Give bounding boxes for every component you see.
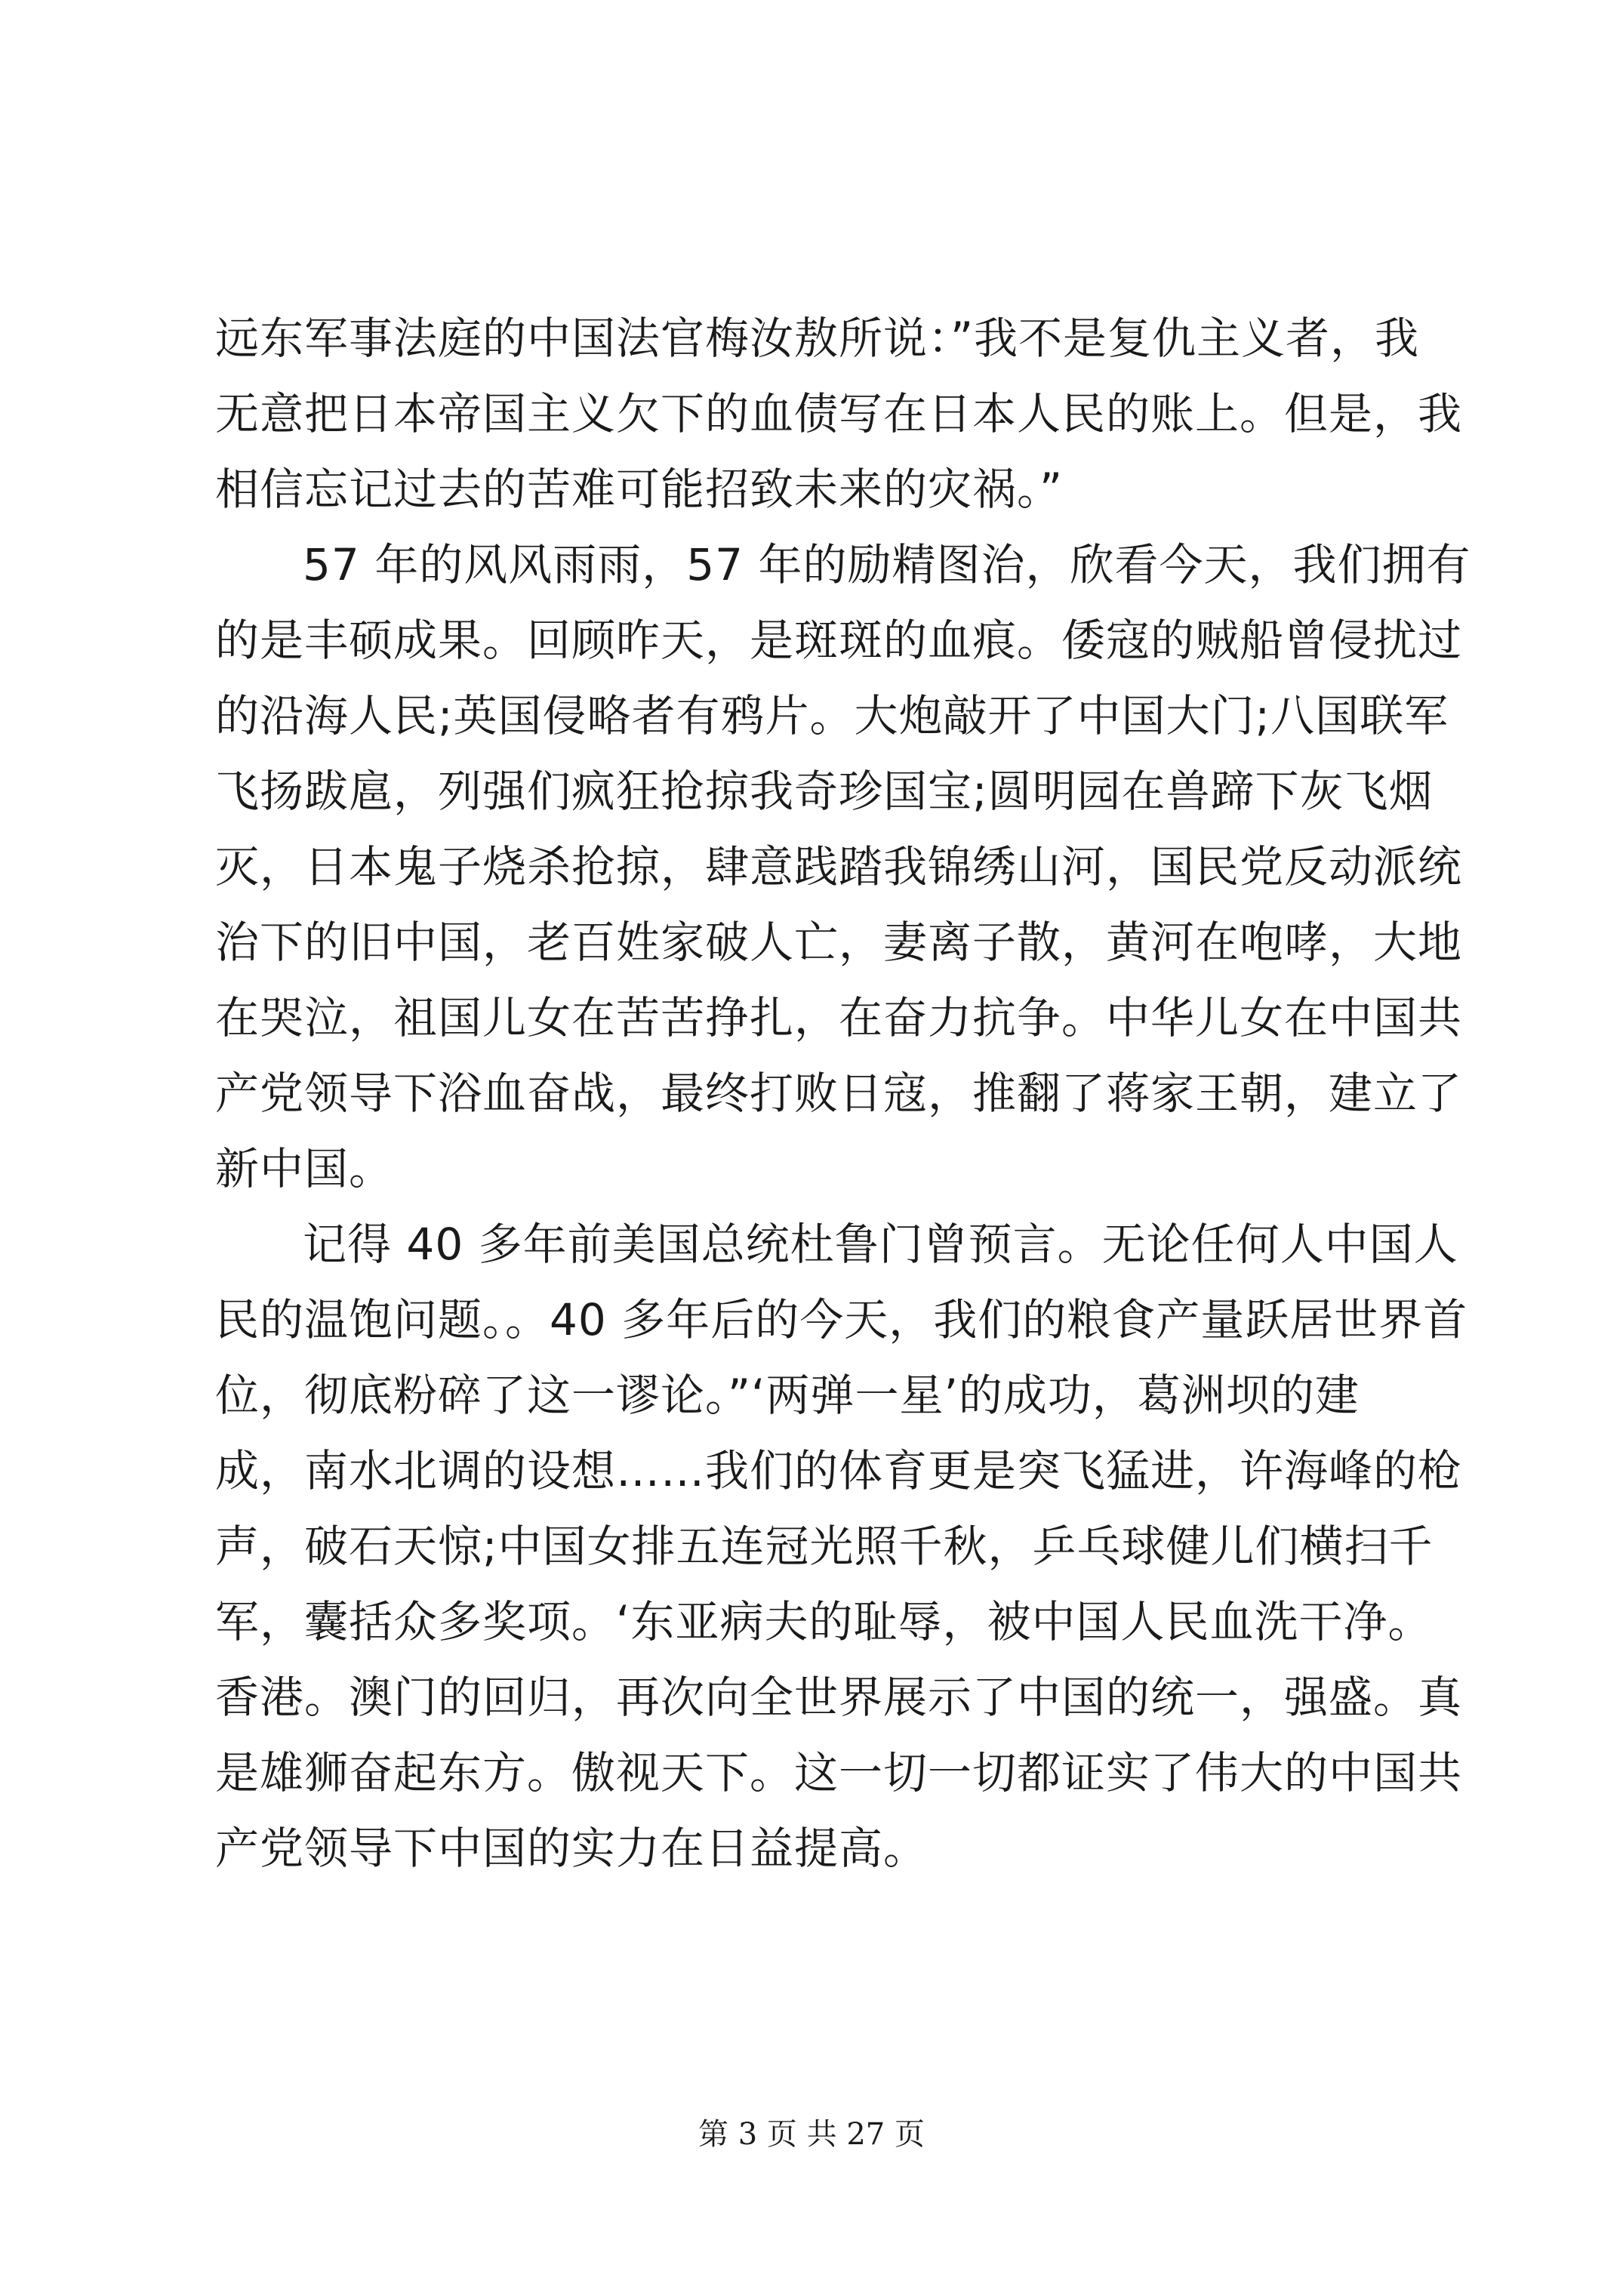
text-line: 飞扬跋扈，列强们疯狂抢掠我奇珍国宝;圆明园在兽蹄下灰飞烟 <box>215 766 1434 817</box>
text-line: 民的温饱问题。。40 多年后的今天，我们的粮食产量跃居世界首 <box>215 1294 1468 1345</box>
text-line: 军，囊括众多奖项。‘东亚病夫的耻辱，被中国人民血洗干净。 <box>215 1596 1433 1647</box>
text-line: 治下的旧中国，老百姓家破人亡，妻离子散，黄河在咆哮，大地 <box>215 917 1463 968</box>
text-line: 灭，日本鬼子烧杀抢掠，肆意践踏我锦绣山河，国民党反动派统 <box>215 841 1463 892</box>
text-line: 位，彻底粉碎了这一谬论。”‘两弹一星’的成功，葛洲坝的建 <box>215 1370 1360 1421</box>
text-line: 的是丰硕成果。回顾昨天，是斑斑的血痕。倭寇的贼船曾侵扰过 <box>215 615 1463 666</box>
text-line: 新中国。 <box>215 1143 394 1194</box>
page-footer: 第 3 页 共 27 页 <box>698 2117 925 2152</box>
text-line: 记得 40 多年前美国总统杜鲁门曾预言。无论任何人中国人 <box>303 1219 1458 1270</box>
text-line: 远东军事法庭的中国法官梅汝敖所说：”我不是复仇主义者，我 <box>215 313 1420 364</box>
text-line: 成，南水北调的设想……我们的体育更是突飞猛进，许海峰的枪 <box>215 1445 1463 1496</box>
document-body <box>215 300 1471 1886</box>
text-line: 相信忘记过去的苦难可能招致未来的灾祸。” <box>215 464 1064 515</box>
text-line: 产党领导下浴血奋战，最终打败日寇，推翻了蒋家王朝，建立了 <box>215 1068 1463 1119</box>
text-line: 无意把日本帝国主义欠下的血债写在日本人民的账上。但是，我 <box>215 388 1463 439</box>
text-line: 57 年的风风雨雨，57 年的励精图治，欣看今天，我们拥有 <box>303 539 1471 590</box>
text-line: 声，破石天惊;中国女排五连冠光照千秋，乒乓球健儿们横扫千 <box>215 1521 1434 1572</box>
text-line: 在哭泣，祖国儿女在苦苦挣扎，在奋力抗争。中华儿女在中国共 <box>215 992 1463 1043</box>
text-line: 是雄狮奋起东方。傲视天下。这一切一切都证实了伟大的中国共 <box>215 1747 1463 1798</box>
text-line: 的沿海人民;英国侵略者有鸦片。大炮敲开了中国大门;八国联军 <box>215 690 1449 741</box>
text-line: 香港。澳门的回归，再次向全世界展示了中国的统一，强盛。真 <box>215 1672 1463 1723</box>
text-line: 产党领导下中国的实力在日益提高。 <box>215 1823 929 1874</box>
